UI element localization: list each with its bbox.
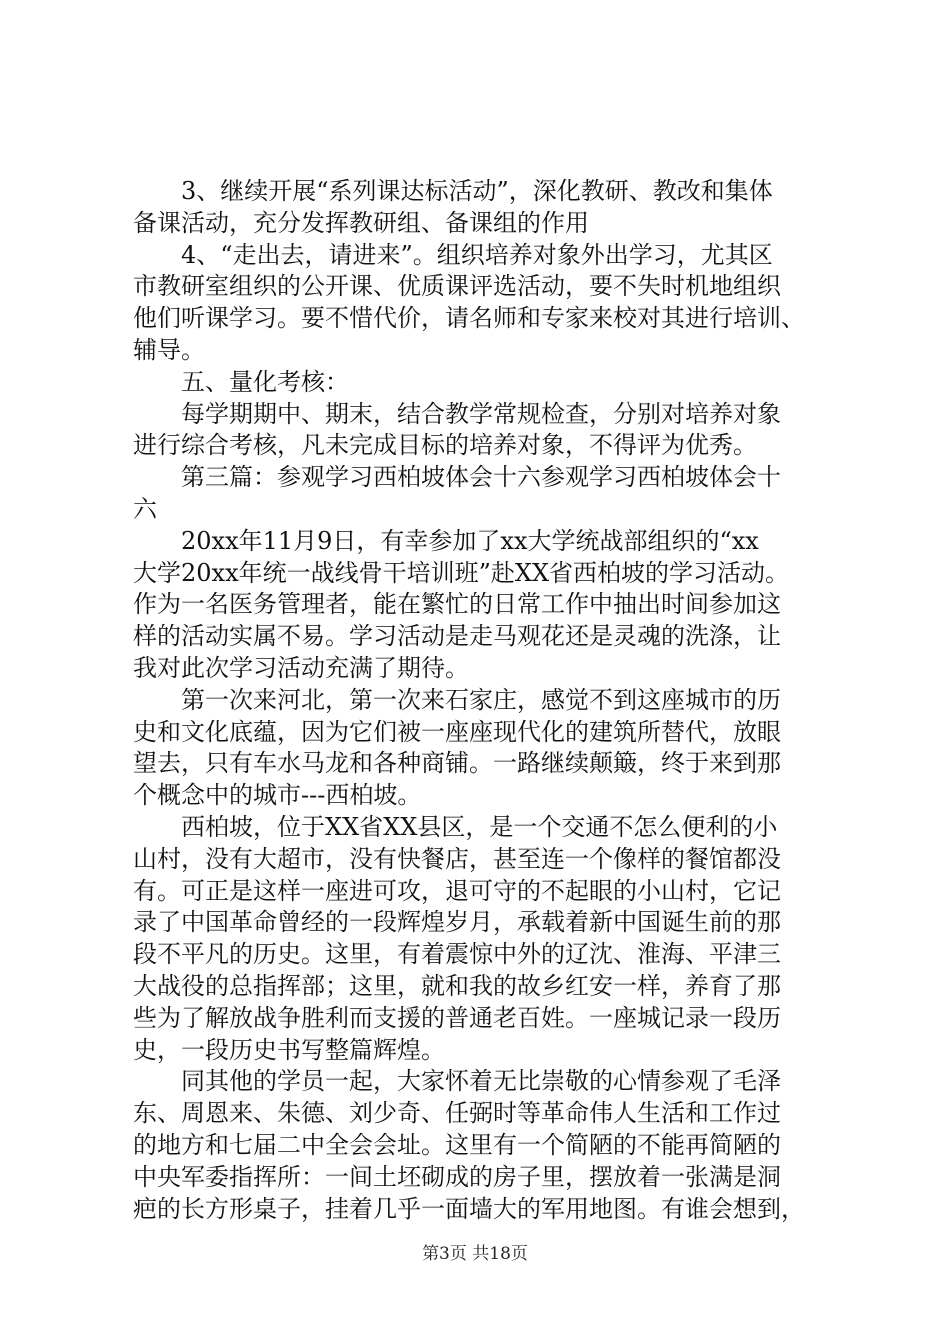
- paragraph-line: 五、量化考核：: [181, 367, 349, 396]
- paragraph-line: 个概念中的城市---西柏坡。: [133, 781, 422, 810]
- paragraph-line: 进行综合考核，凡未完成目标的培养对象，不得评为优秀。: [133, 431, 757, 460]
- paragraph-line: 作为一名医务管理者，能在繁忙的日常工作中抽出时间参加这: [133, 590, 781, 619]
- paragraph-line: 录了中国革命曾经的一段辉煌岁月，承载着新中国诞生前的那: [133, 908, 781, 937]
- paragraph-line: 的地方和七届二中全会会址。这里有一个简陋的不能再简陋的: [133, 1130, 781, 1159]
- paragraph-line: 史，一段历史书写整篇辉煌。: [133, 1035, 445, 1064]
- paragraph: [133, 1066, 833, 1225]
- paragraph: [133, 176, 833, 240]
- paragraph-line: 我对此次学习活动充满了期待。: [133, 653, 469, 682]
- paragraph-line: 东、周恩来、朱德、刘少奇、任弼时等革命伟人生活和工作过: [133, 1099, 781, 1128]
- paragraph-line: 20xx年11月9日，有幸参加了xx大学统战部组织的“xx: [181, 526, 759, 555]
- paragraph-line: 大学20xx年统一战线骨干培训班”赴XX省西柏坡的学习活动。: [133, 558, 790, 587]
- paragraph-line: 他们听课学习。要不惜代价，请名师和专家来校对其进行培训、: [133, 304, 805, 333]
- paragraph-line: 第三篇：参观学习西柏坡体会十六参观学习西柏坡体会十: [181, 463, 781, 492]
- paragraph-line: 市教研室组织的公开课、优质课评选活动，要不失时机地组织: [133, 272, 781, 301]
- paragraph-line: 样的活动实属不易。学习活动是走马观花还是灵魂的洗涤，让: [133, 622, 781, 651]
- paragraph-line: 大战役的总指挥部；这里，就和我的故乡红安一样，养育了那: [133, 971, 781, 1000]
- paragraph-line: 疤的长方形桌子，挂着几乎一面墙大的军用地图。有谁会想到，: [133, 1194, 805, 1223]
- paragraph-line: 西柏坡，位于XX省XX县区，是一个交通不怎么便利的小: [181, 812, 778, 841]
- paragraph-line: 第一次来河北，第一次来石家庄，感觉不到这座城市的历: [181, 685, 781, 714]
- paragraph-line: 每学期期中、期末，结合教学常规检查，分别对培养对象: [181, 399, 781, 428]
- page-footer: 第3页 共18页: [422, 1244, 528, 1264]
- paragraph-line: 备课活动，充分发挥教研组、备课组的作用: [133, 208, 589, 237]
- paragraph-line: 山村，没有大超市，没有快餐店，甚至连一个像样的餐馆都没: [133, 844, 781, 873]
- paragraph-line: 六: [133, 494, 157, 523]
- paragraph-line: 4、“走出去，请进来”。组织培养对象外出学习，尤其区: [181, 240, 773, 269]
- paragraph: [133, 526, 833, 685]
- paragraph-line: 些为了解放战争胜利而支援的普通老百姓。一座城记录一段历: [133, 1003, 781, 1032]
- paragraph: [133, 399, 833, 463]
- paragraph: [133, 685, 833, 812]
- paragraph-line: 3、继续开展“系列课达标活动”，深化教研、教改和集体: [181, 177, 773, 205]
- paragraph: [133, 462, 833, 526]
- paragraph-line: 有。可正是这样一座进可攻，退可守的不起眼的小山村，它记: [133, 876, 781, 905]
- paragraph-line: 望去，只有车水马龙和各种商铺。一路继续颠簸，终于来到那: [133, 749, 781, 778]
- paragraph-line: 同其他的学员一起，大家怀着无比崇敬的心情参观了毛泽: [181, 1067, 781, 1096]
- paragraph-line: 史和文化底蕴，因为它们被一座座现代化的建筑所替代，放眼: [133, 717, 781, 746]
- paragraph-line: 段不平凡的历史。这里，有着震惊中外的辽沈、淮海、平津三: [133, 940, 781, 969]
- paragraph: [133, 240, 833, 367]
- paragraph: [133, 367, 833, 399]
- document-body: [133, 176, 833, 1225]
- paragraph-line: 辅导。: [133, 335, 205, 364]
- paragraph-line: 中央军委指挥所：一间土坯砌成的房子里，摆放着一张满是洞: [133, 1162, 781, 1191]
- paragraph: [133, 812, 833, 1066]
